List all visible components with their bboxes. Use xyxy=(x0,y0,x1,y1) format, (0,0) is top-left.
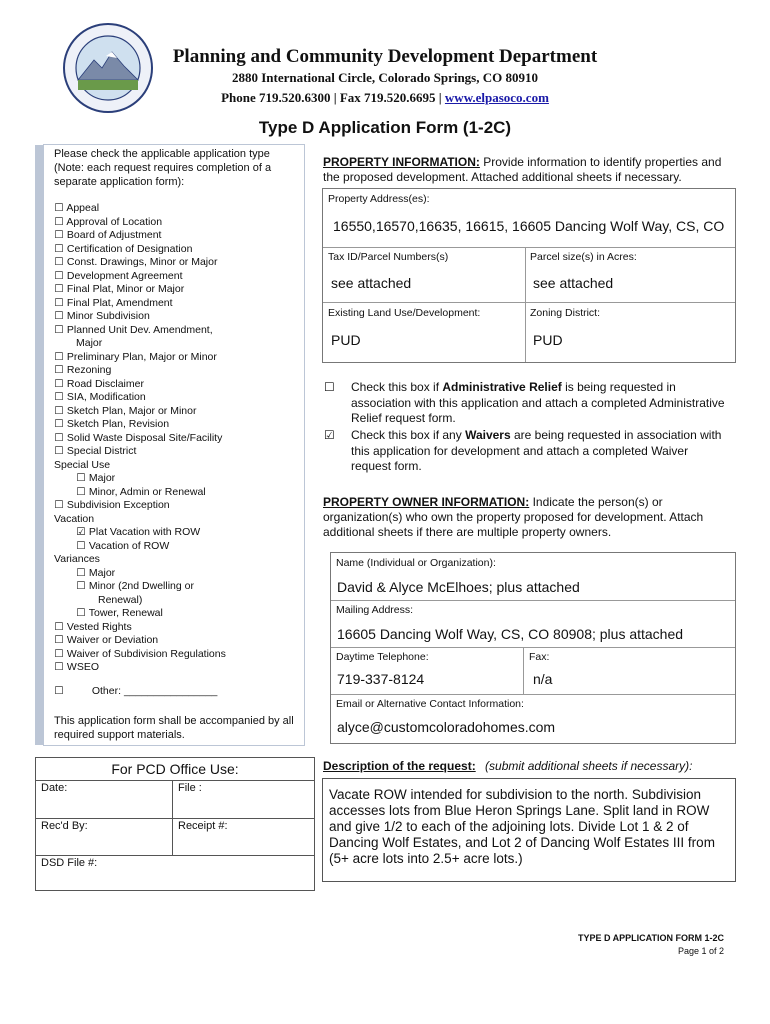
department-address: 2880 International Circle, Colorado Springs, CO 80910 xyxy=(232,70,538,85)
application-type-label: Final Plat, Amendment xyxy=(66,296,173,309)
application-type-item[interactable] xyxy=(54,567,294,581)
zoning-label: Zoning District: xyxy=(530,307,601,319)
fax-value[interactable]: n/a xyxy=(533,671,553,687)
checkbox-icon[interactable]: ☐ xyxy=(54,377,64,390)
checkbox-icon[interactable]: ☐ xyxy=(54,256,64,268)
application-type-label: Plat Vacation with ROW xyxy=(88,526,201,538)
email-value[interactable]: alyce@customcoloradohomes.com xyxy=(337,719,556,735)
application-type-item[interactable] xyxy=(54,378,294,392)
application-type-label: Road Disclaimer xyxy=(66,377,144,390)
application-type-item[interactable] xyxy=(54,351,294,365)
checkbox-icon[interactable]: ☐ xyxy=(54,350,64,363)
application-type-item[interactable] xyxy=(54,364,294,378)
checkbox-icon[interactable]: ☐ xyxy=(54,620,64,633)
left-panel-accent xyxy=(35,145,44,745)
land-use-value[interactable]: PUD xyxy=(331,332,361,348)
checkbox-icon[interactable]: ☐ xyxy=(54,661,64,673)
application-type-item[interactable] xyxy=(54,540,294,554)
parcel-size-label: Parcel size(s) in Acres: xyxy=(530,251,637,263)
receipt-field[interactable]: Receipt #: xyxy=(178,820,228,832)
page-number: Page 1 of 2 xyxy=(677,946,724,956)
other-label: Other: ________________ xyxy=(91,685,218,697)
application-type-label: Appeal xyxy=(66,202,100,214)
application-type-item xyxy=(54,513,294,527)
application-type-label: Solid Waste Disposal Site/Facility xyxy=(66,431,223,444)
application-type-label: Special Use xyxy=(54,458,111,471)
department-name: Planning and Community Development Department xyxy=(172,46,598,67)
support-materials-note: This application form shall be accompanied by all required support materials. xyxy=(54,715,294,741)
application-type-label: SIA, Modification xyxy=(66,391,146,403)
daytime-phone-value[interactable]: 719-337-8124 xyxy=(337,671,425,687)
application-type-item xyxy=(54,459,294,473)
property-address-label: Property Address(es): xyxy=(328,193,430,205)
waiver-text-part1: Check this box if any xyxy=(351,428,466,442)
mailing-address-value[interactable]: 16605 Dancing Wolf Way, CS, CO 80908; plus attached xyxy=(337,626,684,642)
owner-info-title: PROPERTY OWNER INFORMATION: xyxy=(323,495,530,509)
application-type-item[interactable] xyxy=(54,270,294,284)
checkbox-icon[interactable]: ☐ xyxy=(76,472,86,484)
application-type-item[interactable] xyxy=(54,418,294,432)
application-type-item[interactable] xyxy=(54,324,294,338)
daytime-phone-label: Daytime Telephone: xyxy=(336,651,429,663)
application-type-item[interactable] xyxy=(54,445,294,459)
zoning-value[interactable]: PUD xyxy=(533,332,563,348)
application-type-label: Vacation xyxy=(54,512,95,525)
form-title: Type D Application Form (1-2C) xyxy=(258,118,512,137)
application-type-intro: Please check the applicable application type (Note: each request requires completion of a separate application form): xyxy=(54,148,272,188)
application-type-item[interactable] xyxy=(54,243,294,257)
checkbox-icon[interactable]: ☐ xyxy=(76,566,86,579)
owner-name-value[interactable]: David & Alyce McElhoes; plus attached xyxy=(337,579,580,595)
application-type-label: Minor (2nd Dwelling or xyxy=(88,580,194,592)
application-type-label: Subdivision Exception xyxy=(66,499,170,511)
office-use-title: For PCD Office Use: xyxy=(36,758,314,781)
checkbox-icon[interactable]: ☐ xyxy=(54,215,64,228)
application-type-item xyxy=(54,594,294,608)
application-type-label: Major xyxy=(88,472,116,484)
request-title: Description of the request: xyxy=(323,759,476,773)
recd-by-field[interactable]: Rec'd By: xyxy=(41,820,88,832)
application-type-item[interactable] xyxy=(54,229,294,243)
application-type-label: Major xyxy=(88,566,116,579)
waiver-text xyxy=(351,428,731,475)
request-text: Vacate ROW intended for subdivision to the north. Subdivision accesses lots from Blue Heron Springs Lane. Split land in ROW and give 1/2 to each of the adjoining lots. Divide Lot 1 & 2 of Dancing Wolf Estates, and Lot 2 of Dancing Wolf Estates III from (5+ acre lots into 2.5+ acre lots.) xyxy=(329,787,715,866)
application-type-label: Planned Unit Dev. Amendment, xyxy=(66,323,213,336)
admin-relief-checkbox[interactable]: ☐ xyxy=(324,380,335,394)
checkbox-icon[interactable]: ☐ xyxy=(54,202,64,214)
request-heading xyxy=(323,759,733,774)
property-info-heading xyxy=(323,155,723,185)
application-type-item[interactable] xyxy=(54,580,294,594)
application-type-label: Vacation of ROW xyxy=(88,539,170,552)
land-use-label: Existing Land Use/Development: xyxy=(328,307,481,319)
application-type-item xyxy=(54,337,294,351)
application-type-list xyxy=(54,202,294,675)
owner-info-table xyxy=(330,552,736,744)
application-type-label: Variances xyxy=(54,553,100,565)
checkbox-icon[interactable]: ☐ xyxy=(54,445,64,457)
checkbox-icon[interactable]: ☐ xyxy=(54,310,64,322)
checkbox-icon[interactable]: ☐ xyxy=(54,647,64,660)
application-type-item[interactable] xyxy=(54,310,294,324)
checkbox-icon[interactable]: ☐ xyxy=(54,269,64,282)
checkbox-icon[interactable]: ☐ xyxy=(76,580,86,592)
application-type-label: Waiver or Deviation xyxy=(66,634,159,646)
tax-id-value[interactable]: see attached xyxy=(331,275,412,291)
checkbox-icon[interactable]: ☐ xyxy=(54,296,64,309)
mailing-address-label: Mailing Address: xyxy=(336,604,414,616)
waiver-checkbox[interactable]: ☑ xyxy=(324,428,335,442)
checkbox-icon[interactable]: ☐ xyxy=(54,283,64,295)
property-address-value[interactable]: 16550,16570,16635, 16615, 16605 Dancing Wolf Way, CS, CO xyxy=(333,218,725,234)
property-info-table xyxy=(322,188,736,363)
application-type-item[interactable] xyxy=(54,405,294,419)
application-type-item[interactable] xyxy=(54,499,294,513)
checkbox-icon[interactable]: ☐ xyxy=(54,431,64,444)
checkbox-icon[interactable]: ☐ xyxy=(54,634,64,646)
application-type-label: Certification of Designation xyxy=(66,242,193,255)
application-type-item[interactable] xyxy=(54,621,294,635)
application-type-label: Approval of Location xyxy=(66,215,163,228)
checkbox-icon[interactable]: ☑ xyxy=(76,526,86,538)
checkbox-icon[interactable]: ☐ xyxy=(54,499,64,511)
property-info-note: Provide information to identify properties and the proposed development. Attached additional sheets if necessary. xyxy=(323,155,722,184)
dsd-file-field[interactable]: DSD File #: xyxy=(41,857,98,869)
application-type-label: Board of Adjustment xyxy=(66,229,162,241)
application-type-label: Const. Drawings, Minor or Major xyxy=(66,256,218,268)
application-type-item[interactable] xyxy=(54,634,294,648)
application-type-item[interactable] xyxy=(54,486,294,500)
admin-text-part1: Check this box if xyxy=(351,380,443,394)
admin-text-bold: Administrative Relief xyxy=(442,380,562,394)
checkbox-icon[interactable]: ☐ xyxy=(54,391,64,403)
checkbox-icon[interactable]: ☐ xyxy=(54,418,64,430)
checkbox-icon[interactable]: ☐ xyxy=(54,229,64,241)
application-type-item[interactable] xyxy=(54,607,294,621)
application-type-item[interactable] xyxy=(54,526,294,540)
application-type-label: Final Plat, Minor or Major xyxy=(66,283,185,295)
checkbox-icon[interactable]: ☐ xyxy=(54,364,64,376)
application-type-item[interactable] xyxy=(54,202,294,216)
request-box[interactable] xyxy=(322,778,736,882)
fax-label: Fax: xyxy=(529,651,550,663)
request-note: (submit additional sheets if necessary): xyxy=(485,759,693,773)
application-type-label: Renewal) xyxy=(98,593,143,606)
application-type-item xyxy=(54,553,294,567)
checkbox-icon[interactable]: ☐ xyxy=(76,607,86,619)
admin-text-part2: is being requested in association with this application and attach a completed Administrative Relief request form. xyxy=(351,380,725,425)
application-type-label: Special District xyxy=(66,445,137,457)
phone-fax: Phone 719.520.6300 | Fax 719.520.6695 | xyxy=(221,90,442,105)
owner-info-note: Indicate the person(s) or organization(s) who own the property proposed for development. Attach additional sheets if there are multiple property owners. xyxy=(323,495,704,539)
owner-info-heading xyxy=(323,495,723,540)
office-use-box xyxy=(35,757,315,891)
department-contact xyxy=(100,90,670,106)
file-field[interactable]: File : xyxy=(178,782,202,794)
checkbox-icon[interactable]: ☐ xyxy=(54,323,64,336)
application-type-label: WSEO xyxy=(66,661,100,673)
application-type-label: Vested Rights xyxy=(66,620,132,633)
application-type-label: Minor, Admin or Renewal xyxy=(88,485,206,498)
checkbox-icon[interactable]: ☐ xyxy=(54,685,64,697)
form-id: TYPE D APPLICATION FORM 1-2C xyxy=(577,933,724,943)
application-type-label: Tower, Renewal xyxy=(88,607,163,619)
application-type-item[interactable] xyxy=(54,432,294,446)
checkbox-icon[interactable]: ☐ xyxy=(54,404,64,417)
application-type-item[interactable] xyxy=(54,297,294,311)
parcel-size-value[interactable]: see attached xyxy=(533,275,614,291)
application-type-label: Minor Subdivision xyxy=(66,310,150,322)
waiver-text-part2: are being requested in association with this application for development and attach a completed Waiver request form. xyxy=(351,428,722,473)
admin-relief-text xyxy=(351,380,731,427)
other-option[interactable] xyxy=(54,685,217,697)
application-type-item[interactable] xyxy=(54,283,294,297)
checkbox-icon[interactable]: ☐ xyxy=(76,485,86,498)
website-link[interactable]: www.elpasoco.com xyxy=(444,90,549,105)
tax-id-label: Tax ID/Parcel Numbers(s) xyxy=(328,251,449,263)
application-type-label: Waiver of Subdivision Regulations xyxy=(66,647,226,660)
application-type-item[interactable] xyxy=(54,661,294,675)
waiver-text-bold: Waivers xyxy=(465,428,511,442)
application-type-label: Development Agreement xyxy=(66,269,183,282)
date-field[interactable]: Date: xyxy=(41,782,68,794)
application-type-item[interactable] xyxy=(54,391,294,405)
application-type-item[interactable] xyxy=(54,216,294,230)
property-info-title: PROPERTY INFORMATION: xyxy=(323,155,480,169)
email-label: Email or Alternative Contact Information: xyxy=(336,698,524,710)
checkbox-icon[interactable]: ☐ xyxy=(54,242,64,255)
application-type-label: Sketch Plan, Revision xyxy=(66,418,170,430)
checkbox-icon[interactable]: ☐ xyxy=(76,539,86,552)
application-type-label: Sketch Plan, Major or Minor xyxy=(66,404,197,417)
application-type-label: Major xyxy=(76,337,103,349)
page-footer xyxy=(578,932,724,958)
application-type-label: Preliminary Plan, Major or Minor xyxy=(66,350,217,363)
application-type-label: Rezoning xyxy=(66,364,112,376)
application-type-item[interactable] xyxy=(54,472,294,486)
application-type-item[interactable] xyxy=(54,648,294,662)
application-type-item[interactable] xyxy=(54,256,294,270)
owner-name-label: Name (Individual or Organization): xyxy=(336,557,496,569)
